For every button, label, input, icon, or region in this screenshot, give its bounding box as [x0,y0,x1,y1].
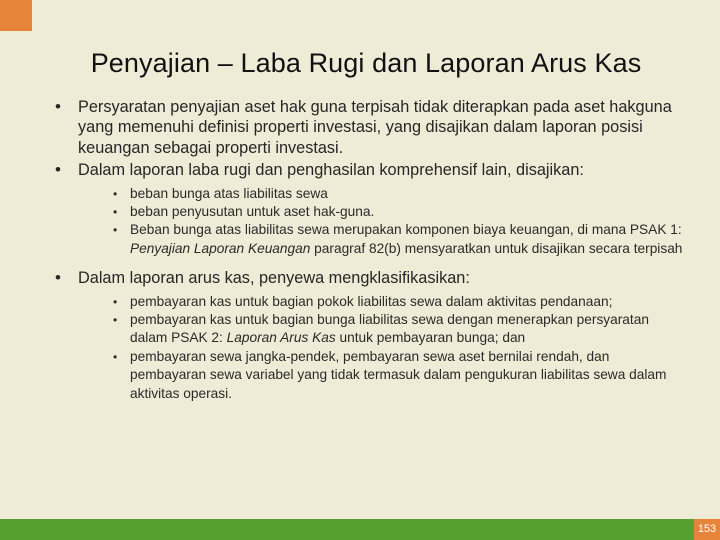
sub-bullet-item [104,221,692,258]
sub-bullet-text: beban bunga atas liabilitas sewa [130,185,328,201]
standard-title: Penyajian Laporan Keuangan [130,240,311,256]
sub-bullet-text: beban penyusutan untuk aset hak-guna. [130,204,375,220]
sub-bullet-text: pembayaran sewa jangka-pendek, pembayaran sewa aset bernilai rendah, dan pembayaran sewa variabel yang tidak termasuk dalam pengukuran liabilitas sewa dalam aktivitas operasi. [130,348,667,401]
bullet-item-2 [52,160,692,268]
sub-bullet-item [104,311,692,348]
sub-bullet-text: pembayaran kas untuk bagian pokok liabilitas sewa dalam aktivitas pendanaan; [130,293,613,309]
bullet-text: Persyaratan penyajian aset hak guna terpisah tidak diterapkan pada aset hakguna yang memenuhi definisi properti investasi, yang disajikan dalam laporan posisi keuangan sebagai properti investasi. [78,98,672,157]
bullet-item-3 [52,268,692,403]
slide-content [52,97,692,403]
sub-bullet-item [104,293,692,311]
slide-title: Penyajian – Laba Rugi dan Laporan Arus Kas [90,48,642,78]
page-number: 153 [694,519,720,540]
bullet-text: Dalam laporan arus kas, penyewa mengklasifikasikan: [78,269,470,288]
sub-bullet-item [104,348,692,403]
sub-bullet-text: paragraf 82(b) mensyaratkan untuk disajikan secara terpisah [310,240,683,256]
bullet-item-1 [52,97,692,160]
sub-bullet-item [104,185,692,203]
bullet-list [52,97,692,403]
sub-bullet-text: untuk pembayaran bunga; dan [335,330,526,346]
bullet-text: Dalam laporan laba rugi dan penghasilan komprehensif lain, disajikan: [78,161,584,180]
footer-bar [0,519,720,540]
sub-bullet-list [78,185,692,259]
sub-bullet-item [104,203,692,221]
standard-title: Laporan Arus Kas [226,330,336,346]
corner-accent-block [0,0,32,31]
sub-bullet-text: Beban bunga atas liabilitas sewa merupakan komponen biaya keuangan, di mana PSAK 1: [130,222,682,238]
sub-bullet-text: pembayaran kas untuk bagian bunga liabilitas sewa dengan menerapkan persyaratan dalam PSAK 2: [130,312,649,346]
sub-bullet-list [78,293,692,403]
